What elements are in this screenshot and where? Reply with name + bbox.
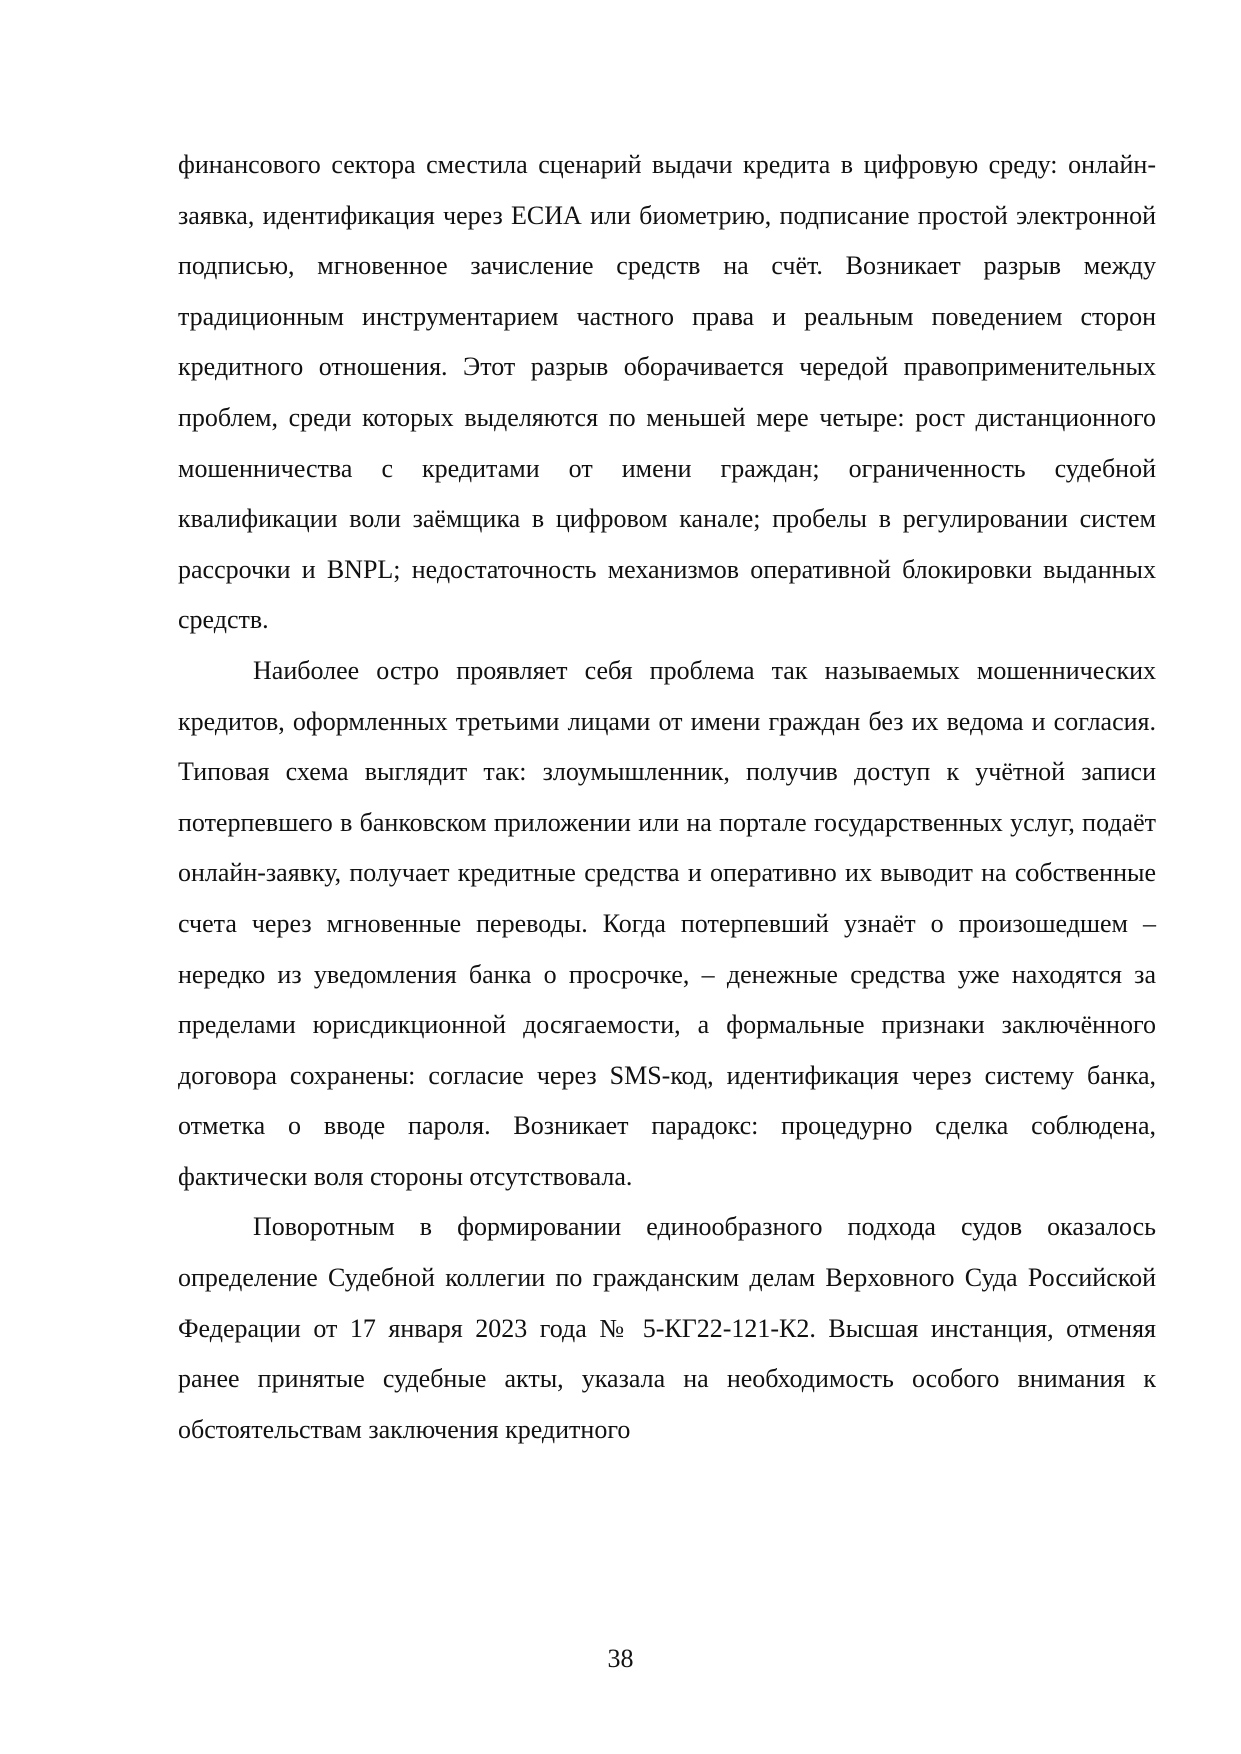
document-body: [178, 140, 1156, 1455]
paragraph-fraudulent-credits: Наиболее остро проявляет себя проблема так называемых мошеннических кредитов, оформленных третьими лицами от имени граждан без их ведома и согласия. Типовая схема выглядит так: злоумышленник, получив доступ к учётной записи потерпевшего в банковском приложении или на портале государственных услуг, подаёт онлайн-заявку, получает кредитные средства и оперативно их выводит на собственные счета через мгновенные переводы. Когда потерпевший узнаёт о произошедшем – нередко из уведомления банка о просрочке, – денежные средства уже находятся за пределами юрисдикционной досягаемости, а формальные признаки заключённого договора сохранены: согласие через SMS-код, идентификация через систему банка, отметка о вводе пароля. Возникает парадокс: процедурно сделка соблюдена, фактически воля стороны отсутствовала.: [178, 655, 1156, 1191]
paragraph-continuation: финансового сектора сместила сценарий выдачи кредита в цифровую среду: онлайн-заявка, идентификация через ЕСИА или биометрию, подписание простой электронной подписью, мгновенное зачисление средств на счёт. Возникает разрыв между традиционным инструментарием частного права и реальным поведением сторон кредитного отношения. Этот разрыв оборачивается чередой правоприменительных проблем, среди которых выделяются по меньшей мере четыре: рост дистанционного мошенничества с кредитами от имени граждан; ограниченность судебной квалификации воли заёмщика в цифровом канале; пробелы в регулировании систем рассрочки и BNPL; недостаточность механизмов оперативной блокировки выданных средств.: [178, 150, 1156, 635]
page-number: 38: [607, 1644, 634, 1673]
paragraph-supreme-court-ruling: Поворотным в формировании единообразного подхода судов оказалось определение Судебной коллегии по гражданским делам Верховного Суда Российской Федерации от 17 января 2023 года № 5-КГ22-121-К2. Высшая инстанция, отменяя ранее принятые судебные акты, указала на необходимость особого внимания к обстоятельствам заключения кредитного: [178, 1212, 1156, 1444]
